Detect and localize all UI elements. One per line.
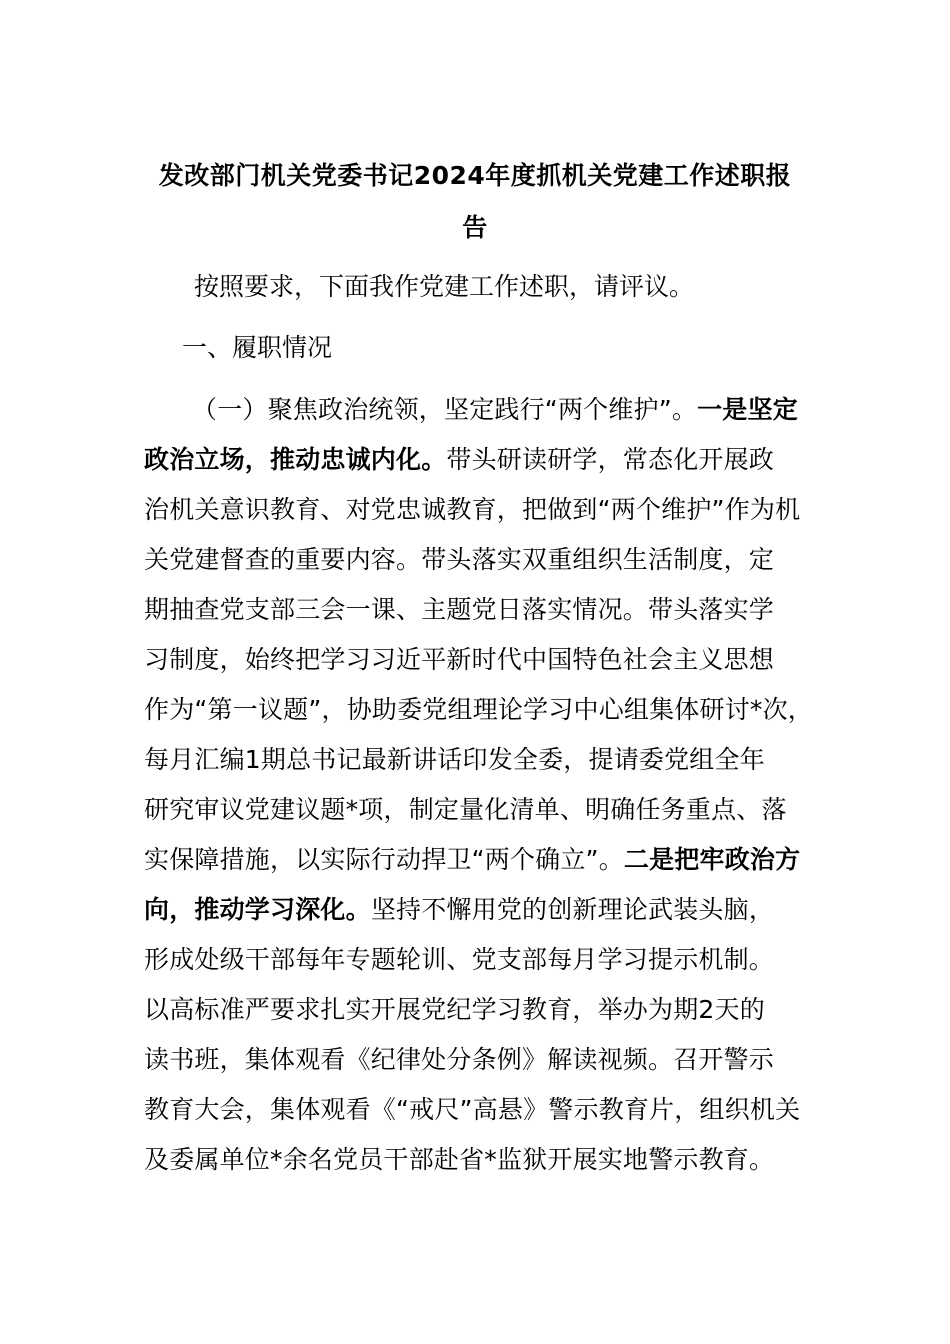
body-text: 坚持不懈用党的创新理论武装头脑， [370,895,775,924]
body-bold-text: 政治立场，推动忠诚内化。 [144,445,447,474]
body-line [144,1085,844,1135]
body-line [144,785,844,835]
section-heading-1: 一、履职情况 [182,333,333,362]
body-line [144,985,844,1035]
body-text: 读书班，集体观看《纪律处分条例》解读视频。召开警示 [144,1045,775,1074]
body-line [144,1035,844,1085]
body-text: 及委属单位*余名党员干部赴省*监狱开展实地警示教育。 [144,1145,775,1174]
intro-paragraph: 按照要求，下面我作党建工作述职，请评议。 [194,272,695,301]
body-line [144,835,844,885]
body-line [144,885,844,935]
body-text: （一）聚焦政治统领，坚定践行“两个维护”。 [192,395,698,424]
body-line [144,635,844,685]
body-text: 关党建督查的重要内容。带头落实双重组织生活制度，定 [144,545,775,574]
title-line-2: 告 [462,213,488,242]
body-bold-text: 二是把牢政治方 [623,845,801,874]
body-line [144,485,844,535]
body-bold-text: 向，推动学习深化。 [144,895,371,924]
section-1-body [144,385,844,1185]
body-text: 治机关意识教育、对党忠诚教育，把做到“两个维护”作为机 [144,495,801,524]
body-text: 实保障措施，以实际行动捍卫“两个确立”。 [144,845,624,874]
body-line [144,585,844,635]
body-line [144,435,844,485]
body-line [144,385,844,435]
document-title [140,150,810,254]
body-text: 作为“第一议题”，协助委党组理论学习中心组集体研讨*次， [144,695,814,724]
body-text: 研究审议党建议题*项，制定量化清单、明确任务重点、落 [144,795,787,824]
body-text: 期抽查党支部三会一课、主题党日落实情况。带头落实学 [144,595,775,624]
body-text: 带头研读研学，常态化开展政 [446,445,775,474]
body-line [144,935,844,985]
body-line [144,1135,844,1185]
body-text: 教育大会，集体观看《“戒尺”高悬》警示教育片，组织机关 [144,1095,801,1124]
title-line-1: 发改部门机关党委书记2024年度抓机关党建工作述职报 [158,161,792,190]
body-text: 每月汇编1期总书记最新讲话印发全委，提请委党组全年 [144,745,765,774]
body-text: 形成处级干部每年专题轮训、党支部每月学习提示机制。 [144,945,775,974]
body-bold-text: 一是坚定 [697,395,798,424]
body-text: 以高标准严要求扎实开展党纪学习教育，举办为期2天的 [144,995,765,1024]
body-line [144,685,844,735]
body-line [144,535,844,585]
body-text: 习制度，始终把学习习近平新时代中国特色社会主义思想 [144,645,775,674]
body-line [144,735,844,785]
